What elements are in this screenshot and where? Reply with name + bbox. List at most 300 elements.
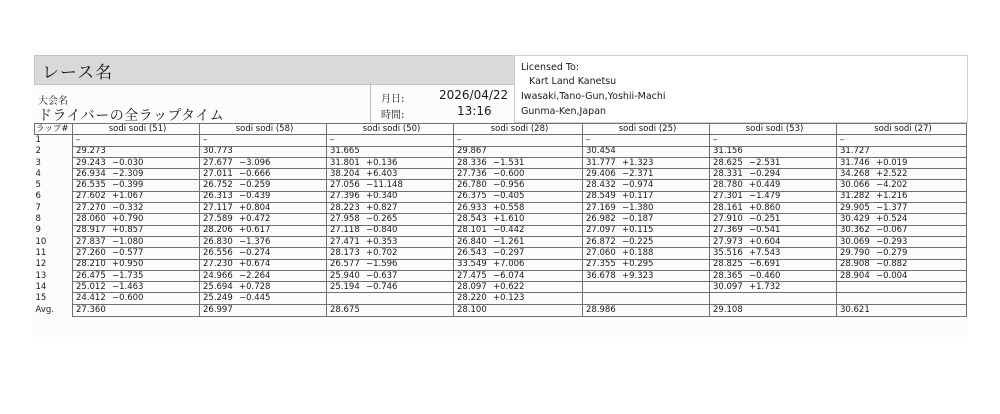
lap-time-cell <box>327 259 454 270</box>
lap-time: 26.475 <box>76 270 106 281</box>
lap-time-cell <box>73 180 200 191</box>
time-label: 時間: <box>381 110 405 121</box>
table-row <box>35 214 967 225</box>
lap-time-cell <box>454 214 583 225</box>
lap-delta: −0.265 <box>366 214 398 225</box>
lap-number: 13 <box>35 270 73 281</box>
lap-time-cell <box>73 270 200 281</box>
lap-time-cell <box>710 248 837 259</box>
lap-time-cell <box>583 225 710 236</box>
lap-time: 27.270 <box>76 202 106 213</box>
lap-delta: −1.377 <box>876 202 908 213</box>
average-time: 28.986 <box>583 304 710 316</box>
lap-time: 30.773 <box>203 146 233 157</box>
lap-time: 28.101 <box>457 225 487 236</box>
lap-time-cell <box>73 214 200 225</box>
lap-time: 28.549 <box>586 191 616 202</box>
lap-delta: +0.857 <box>112 225 144 236</box>
lap-time: 28.097 <box>457 281 487 292</box>
lap-time: 28.220 <box>457 293 487 304</box>
lap-time-cell <box>73 259 200 270</box>
lap-delta: +7.006 <box>493 259 525 270</box>
lap-time-cell <box>583 236 710 247</box>
table-row <box>35 282 967 293</box>
lap-delta: +0.604 <box>749 236 781 247</box>
lap-time: 33.549 <box>457 259 487 270</box>
lap-time: 27.117 <box>203 202 233 213</box>
lap-time-cell <box>710 214 837 225</box>
lap-time-cell <box>583 270 710 281</box>
table-header-row <box>35 124 967 135</box>
lap-time: 30.097 <box>713 281 743 292</box>
lap-delta: +0.117 <box>622 191 654 202</box>
lap-time: 31.777 <box>586 157 616 168</box>
table-row <box>35 180 967 191</box>
lap-delta: −0.439 <box>239 191 271 202</box>
lap-time: 26.933 <box>457 202 487 213</box>
lap-time: 31.801 <box>330 157 360 168</box>
lap-number: 10 <box>35 236 73 247</box>
lap-time-cell <box>710 157 837 168</box>
lap-time: 29.790 <box>840 247 870 258</box>
lap-time-cell <box>454 157 583 168</box>
table-row <box>35 225 967 236</box>
lap-time: 27.169 <box>586 202 616 213</box>
lap-time: 27.011 <box>203 168 233 179</box>
lap-delta: −6.074 <box>493 270 525 281</box>
lap-time-cell <box>710 135 837 146</box>
lap-time: 25.194 <box>330 281 360 292</box>
lap-time: 26.752 <box>203 180 233 191</box>
license-address-1: Iwasaki,Tano-Gun,Yoshii-Machi <box>521 91 666 102</box>
lap-time: 28.625 <box>713 157 743 168</box>
lap-delta: −6.691 <box>749 259 781 270</box>
lap-delta: −1.735 <box>112 270 144 281</box>
lap-time-cell <box>583 282 710 293</box>
lap-time-cell <box>583 135 710 146</box>
lap-time-cell <box>454 282 583 293</box>
table-row <box>35 259 967 270</box>
lap-number: 8 <box>35 214 73 225</box>
lap-time-cell <box>837 146 967 157</box>
lap-delta: −2.371 <box>622 168 654 179</box>
table-row <box>35 270 967 281</box>
average-time: 27.360 <box>73 304 200 316</box>
lap-time: – <box>586 134 591 145</box>
lap-time: 31.282 <box>840 191 870 202</box>
lap-number: 2 <box>35 146 73 157</box>
lap-time-cell <box>837 135 967 146</box>
lap-time-cell <box>583 146 710 157</box>
lap-time: 28.161 <box>713 202 743 213</box>
lap-delta: +0.136 <box>366 157 398 168</box>
lap-delta: +0.123 <box>493 293 525 304</box>
lap-time: 25.249 <box>203 293 233 304</box>
lap-delta: +2.522 <box>876 168 908 179</box>
lap-time-cell <box>710 169 837 180</box>
lap-delta: +0.019 <box>876 157 908 168</box>
lap-time-cell <box>327 236 454 247</box>
lap-delta: +0.188 <box>622 247 654 258</box>
table-body <box>35 135 967 316</box>
lap-delta: +1.323 <box>622 157 654 168</box>
table-row <box>35 203 967 214</box>
driver-column-header: sodi sodi (25) <box>583 124 710 135</box>
lap-time: 28.825 <box>713 259 743 270</box>
lap-time: 28.365 <box>713 270 743 281</box>
lap-delta: −0.225 <box>622 236 654 247</box>
lap-time: – <box>457 134 462 145</box>
lap-delta: −0.399 <box>112 180 144 191</box>
report-title: ドライバーの全ラップタイム <box>38 108 225 124</box>
lap-delta: +0.617 <box>239 225 271 236</box>
lap-time-cell <box>327 282 454 293</box>
lap-time: 28.904 <box>840 270 870 281</box>
lap-time: 28.206 <box>203 225 233 236</box>
lap-time: 29.406 <box>586 168 616 179</box>
lap-time-cell <box>327 293 454 304</box>
lap-time: 26.556 <box>203 247 233 258</box>
lap-time: 38.204 <box>330 168 360 179</box>
lap-time: 24.412 <box>76 293 106 304</box>
lap-delta: −1.261 <box>493 236 525 247</box>
lap-time-cell <box>837 270 967 281</box>
lap-delta: −4.202 <box>876 180 908 191</box>
lap-time-cell <box>200 225 327 236</box>
lap-time: 28.336 <box>457 157 487 168</box>
lap-time-cell <box>327 270 454 281</box>
lap-time-cell <box>73 203 200 214</box>
lap-delta: +0.790 <box>112 214 144 225</box>
table-row <box>35 236 967 247</box>
lap-time-cell <box>200 169 327 180</box>
lap-time-cell <box>710 270 837 281</box>
lap-delta: −2.531 <box>749 157 781 168</box>
lap-time-cell <box>454 169 583 180</box>
lap-number: 6 <box>35 191 73 202</box>
lap-time: 27.958 <box>330 214 360 225</box>
lap-time-cell <box>327 146 454 157</box>
lap-delta: −0.445 <box>239 293 271 304</box>
driver-column-header: sodi sodi (50) <box>327 124 454 135</box>
lap-time-cell <box>837 259 967 270</box>
lap-time-cell <box>583 180 710 191</box>
lap-time-cell <box>454 225 583 236</box>
driver-column-header: sodi sodi (53) <box>710 124 837 135</box>
lap-time-cell <box>710 180 837 191</box>
lap-time-cell <box>837 203 967 214</box>
lap-time-cell <box>327 135 454 146</box>
lap-delta: −3.096 <box>239 157 271 168</box>
lap-time: 27.837 <box>76 236 106 247</box>
lap-time-cell <box>200 293 327 304</box>
driver-column-header: sodi sodi (58) <box>200 124 327 135</box>
lap-time-cell <box>710 293 837 304</box>
lap-delta: −0.294 <box>749 168 781 179</box>
lap-number: 1 <box>35 135 73 146</box>
lap-delta: +0.827 <box>366 202 398 213</box>
lap-delta: −0.251 <box>749 214 781 225</box>
lap-delta: −0.187 <box>622 214 654 225</box>
driver-column-header: sodi sodi (27) <box>837 124 967 135</box>
lap-time: 26.830 <box>203 236 233 247</box>
lap-time-cell <box>200 135 327 146</box>
driver-column-header: sodi sodi (51) <box>73 124 200 135</box>
lap-delta: −1.376 <box>239 236 271 247</box>
lap-report-sheet <box>32 50 968 342</box>
lap-time-cell <box>200 248 327 259</box>
lap-time: – <box>713 134 718 145</box>
lap-time: 31.727 <box>840 146 870 157</box>
lap-time: 28.917 <box>76 225 106 236</box>
lap-delta: +0.950 <box>112 259 144 270</box>
lap-time: 26.375 <box>457 191 487 202</box>
lap-time: 28.060 <box>76 214 106 225</box>
lap-time-cell <box>837 169 967 180</box>
lap-time-cell <box>454 203 583 214</box>
lap-number: 7 <box>35 203 73 214</box>
lap-time-cell <box>73 293 200 304</box>
lap-time-cell <box>710 225 837 236</box>
lap-number: 5 <box>35 180 73 191</box>
lap-time-cell <box>200 180 327 191</box>
lap-time: 27.118 <box>330 225 360 236</box>
lap-number: 14 <box>35 282 73 293</box>
lap-delta: −0.600 <box>493 168 525 179</box>
table-row <box>35 135 967 146</box>
lap-time: 28.210 <box>76 259 106 270</box>
lap-time: – <box>203 134 208 145</box>
lap-time-cell <box>710 282 837 293</box>
lap-time-cell <box>73 225 200 236</box>
lap-delta: +0.558 <box>493 202 525 213</box>
lap-time: 26.535 <box>76 180 106 191</box>
average-time: 28.100 <box>454 304 583 316</box>
lap-time: 26.313 <box>203 191 233 202</box>
lap-delta: −2.309 <box>112 168 144 179</box>
lap-delta: −0.577 <box>112 247 144 258</box>
lap-time: – <box>330 134 335 145</box>
lap-time: 26.543 <box>457 247 487 258</box>
lap-time: 27.471 <box>330 236 360 247</box>
license-address-2: Gunma-Ken,Japan <box>521 106 607 117</box>
lap-delta: −0.405 <box>493 191 525 202</box>
table-row <box>35 191 967 202</box>
lap-time-cell <box>710 146 837 157</box>
lap-delta: +0.524 <box>876 214 908 225</box>
lap-time: 25.012 <box>76 281 106 292</box>
table-row <box>35 169 967 180</box>
lap-delta: −1.479 <box>749 191 781 202</box>
lap-delta: −0.067 <box>876 225 908 236</box>
lap-time: 30.362 <box>840 225 870 236</box>
lap-time-cell <box>837 214 967 225</box>
table-row <box>35 157 967 168</box>
lap-time: 34.268 <box>840 168 870 179</box>
table-row <box>35 293 967 304</box>
lap-delta: −1.080 <box>112 236 144 247</box>
lap-delta: −0.293 <box>876 236 908 247</box>
lap-time-cell <box>73 146 200 157</box>
lap-time-cell <box>327 191 454 202</box>
lap-time-cell <box>327 203 454 214</box>
lap-time: 27.677 <box>203 157 233 168</box>
lap-time: 28.543 <box>457 214 487 225</box>
lap-delta: +0.295 <box>622 259 654 270</box>
report-header <box>32 50 968 122</box>
lap-delta: +0.860 <box>749 202 781 213</box>
lap-delta: −1.380 <box>622 202 654 213</box>
lap-delta: −1.463 <box>112 281 144 292</box>
lap-delta: −0.956 <box>493 180 525 191</box>
lap-delta: −0.004 <box>876 270 908 281</box>
lap-time: 28.331 <box>713 168 743 179</box>
lap-number: 11 <box>35 248 73 259</box>
lap-time-cell <box>73 191 200 202</box>
lap-delta: −0.974 <box>622 180 654 191</box>
lap-time-cell <box>200 214 327 225</box>
lap-time-cell <box>73 248 200 259</box>
lap-delta: +0.702 <box>366 247 398 258</box>
lap-delta: +0.728 <box>239 281 271 292</box>
average-time: 26.997 <box>200 304 327 316</box>
race-name: レース名 <box>42 63 114 83</box>
lap-time: 27.355 <box>586 259 616 270</box>
lap-delta: −11.148 <box>366 180 403 191</box>
lap-time-cell <box>710 259 837 270</box>
lap-number: 12 <box>35 259 73 270</box>
lap-delta: −0.332 <box>112 202 144 213</box>
lap-time: 26.934 <box>76 168 106 179</box>
lap-time-cell <box>200 282 327 293</box>
lap-time-cell <box>583 293 710 304</box>
lap-time-cell <box>837 248 967 259</box>
lap-time-cell <box>583 248 710 259</box>
lap-number: 9 <box>35 225 73 236</box>
lap-delta: +6.403 <box>366 168 398 179</box>
lap-delta: −0.600 <box>112 293 144 304</box>
lap-time-cell <box>583 157 710 168</box>
lap-time: 31.665 <box>330 146 360 157</box>
lap-delta: −0.030 <box>112 157 144 168</box>
lap-time-cell <box>837 236 967 247</box>
lap-time-cell <box>200 157 327 168</box>
lap-time: 28.173 <box>330 247 360 258</box>
lap-delta: +1.067 <box>112 191 144 202</box>
lap-time: 30.066 <box>840 180 870 191</box>
lap-delta: +1.732 <box>749 281 781 292</box>
lap-time: 25.940 <box>330 270 360 281</box>
lap-delta: −0.746 <box>366 281 398 292</box>
lap-time: 27.396 <box>330 191 360 202</box>
lap-time: 27.973 <box>713 236 743 247</box>
lap-time-cell <box>327 214 454 225</box>
lap-number-header: ラップ# <box>35 124 73 135</box>
lap-time-cell <box>837 225 967 236</box>
lap-time-cell <box>327 169 454 180</box>
lap-time-cell <box>454 135 583 146</box>
lap-time: 27.602 <box>76 191 106 202</box>
lap-time-cell <box>73 157 200 168</box>
lap-delta: −0.259 <box>239 180 271 191</box>
lap-time: 27.060 <box>586 247 616 258</box>
lap-number: 3 <box>35 157 73 168</box>
lap-delta: +0.472 <box>239 214 271 225</box>
lap-time: 30.429 <box>840 214 870 225</box>
table-row <box>35 146 967 157</box>
lap-time-cell <box>710 236 837 247</box>
lap-delta: −0.666 <box>239 168 271 179</box>
lap-time-cell <box>454 191 583 202</box>
lap-time: 27.260 <box>76 247 106 258</box>
lap-delta: +1.610 <box>493 214 525 225</box>
license-heading: Licensed To: <box>521 62 580 73</box>
lap-time-cell <box>454 259 583 270</box>
lap-delta: −0.541 <box>749 225 781 236</box>
lap-time: 28.908 <box>840 259 870 270</box>
lap-time-cell <box>73 282 200 293</box>
lap-delta: +7.543 <box>749 247 781 258</box>
lap-time-cell <box>327 225 454 236</box>
lap-time-cell <box>200 236 327 247</box>
lap-time-cell <box>200 203 327 214</box>
lap-time: 26.982 <box>586 214 616 225</box>
lap-time-cell <box>837 180 967 191</box>
lap-time: 27.056 <box>330 180 360 191</box>
average-row <box>35 304 967 316</box>
lap-time: 29.243 <box>76 157 106 168</box>
lap-time: 27.475 <box>457 270 487 281</box>
date-value: 2026/04/22 <box>439 88 509 102</box>
lap-time: 26.872 <box>586 236 616 247</box>
lap-time: 27.736 <box>457 168 487 179</box>
lap-times-table <box>34 123 967 317</box>
lap-time: – <box>840 134 845 145</box>
license-box <box>514 55 968 123</box>
lap-time: 24.966 <box>203 270 233 281</box>
lap-delta: −0.279 <box>876 247 908 258</box>
lap-delta: −0.442 <box>493 225 525 236</box>
lap-time: 36.678 <box>586 270 616 281</box>
lap-time: 25.694 <box>203 281 233 292</box>
lap-time: 27.097 <box>586 225 616 236</box>
lap-time: 27.369 <box>713 225 743 236</box>
lap-time: 27.589 <box>203 214 233 225</box>
race-name-box <box>34 55 542 85</box>
lap-time-cell <box>454 146 583 157</box>
lap-delta: −1.596 <box>366 259 398 270</box>
lap-delta: −0.840 <box>366 225 398 236</box>
lap-time: 27.910 <box>713 214 743 225</box>
lap-time-cell <box>710 191 837 202</box>
lap-delta: −0.460 <box>749 270 781 281</box>
lap-time-cell <box>454 236 583 247</box>
lap-time: 29.905 <box>840 202 870 213</box>
lap-delta: +0.115 <box>622 225 654 236</box>
average-time: 30.621 <box>837 304 967 316</box>
lap-time-cell <box>73 135 200 146</box>
lap-time-cell <box>200 259 327 270</box>
lap-time: 35.516 <box>713 247 743 258</box>
lap-time: 29.867 <box>457 146 487 157</box>
lap-number: 15 <box>35 293 73 304</box>
lap-time: 26.577 <box>330 259 360 270</box>
lap-delta: +0.674 <box>239 259 271 270</box>
lap-delta: −0.274 <box>239 247 271 258</box>
lap-time-cell <box>454 180 583 191</box>
lap-delta: −2.264 <box>239 270 271 281</box>
lap-delta: +1.216 <box>876 191 908 202</box>
